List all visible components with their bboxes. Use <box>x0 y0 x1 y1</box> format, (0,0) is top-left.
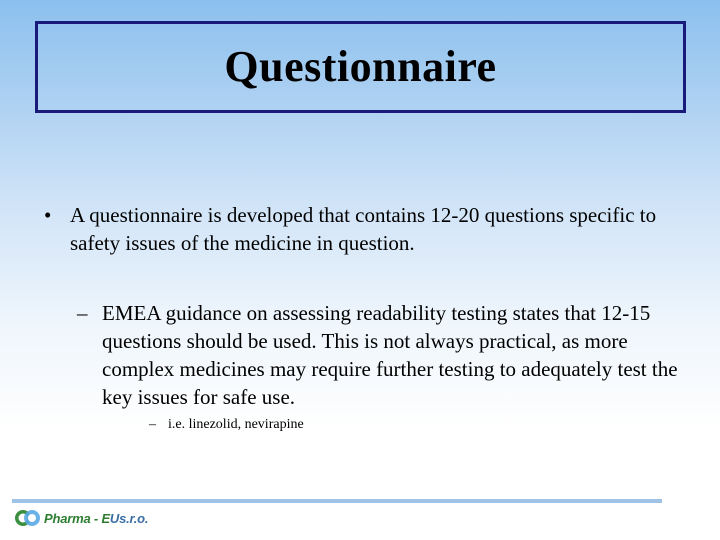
sub-bullet-marker: – <box>77 301 88 325</box>
company-logo <box>14 506 148 530</box>
bullet-marker: • <box>44 203 52 227</box>
sub-bullet-text: EMEA guidance on assessing readability testing states that 12-15 questions should be used. This is not always practical, as more complex medicines may require further testing to adequately test the key issues for safe use. <box>102 301 678 409</box>
bullet-level-1 <box>44 201 684 257</box>
bullet-level-3 <box>149 416 549 434</box>
logo-wordmark <box>44 511 148 526</box>
bullet-text: A questionnaire is developed that contains 12-20 questions specific to safety issues of the medicine in question. <box>70 203 657 255</box>
pharma-logo-icon <box>14 508 42 528</box>
slide-title: Questionnaire <box>224 41 497 91</box>
sub-sub-bullet-text: i.e. linezolid, nevirapine <box>168 417 304 432</box>
sub-sub-bullet-marker: – <box>149 417 156 432</box>
title-box <box>35 21 686 113</box>
logo-wordmark-brand: Pharma - E <box>44 510 110 526</box>
logo-wordmark-rest: Us.r.o. <box>109 510 149 526</box>
footer-divider <box>12 499 662 503</box>
bullet-level-2 <box>77 299 687 411</box>
